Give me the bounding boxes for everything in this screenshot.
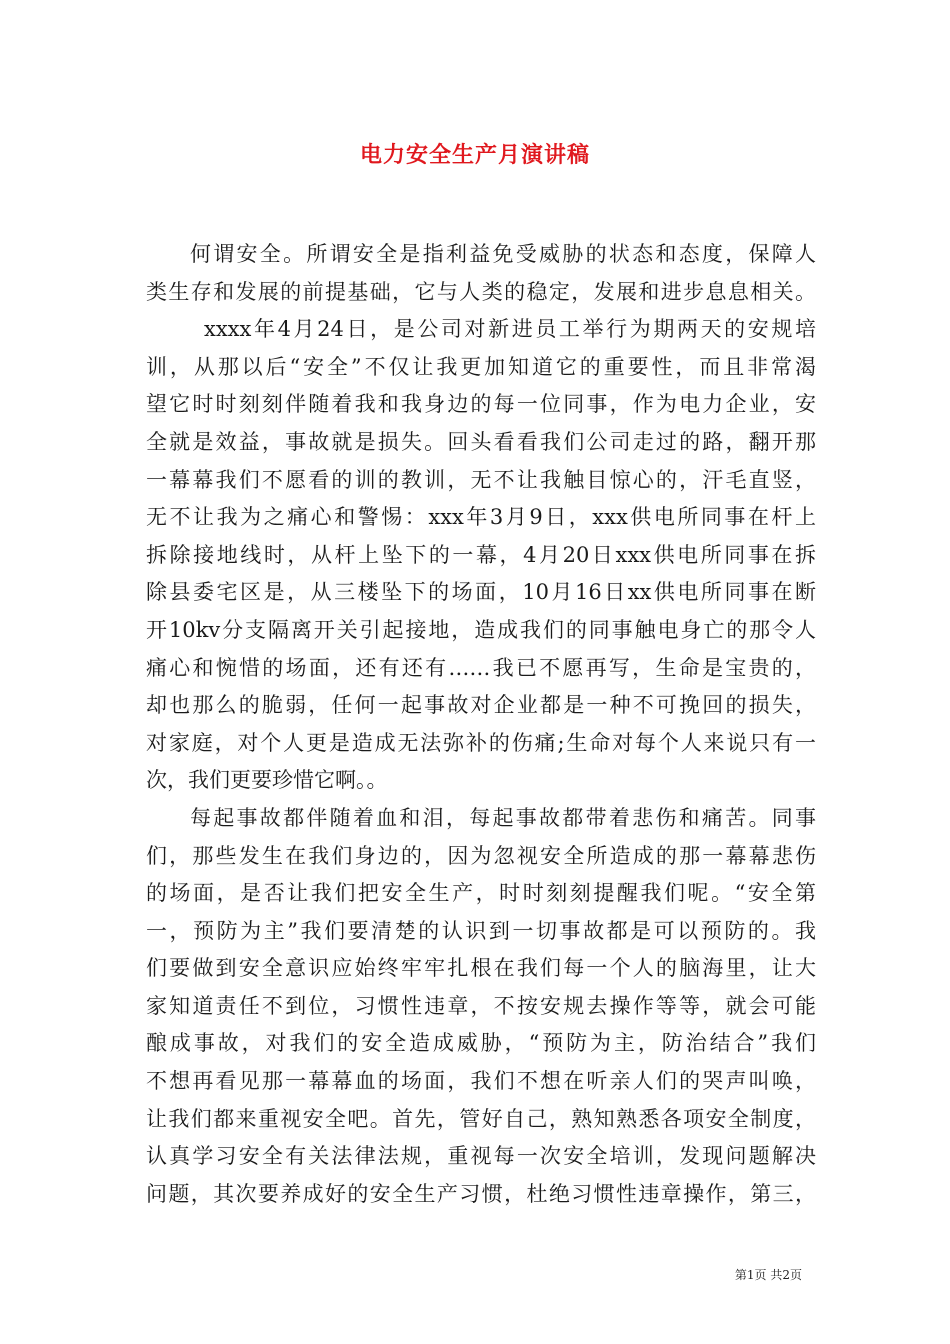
text-line: 对家庭，对个人更是造成无法弥补的伤痛;生命对每个人来说只有一 [146, 730, 816, 755]
text-line: 何谓安全。所谓安全是指利益免受威胁的状态和态度，保障人 [190, 242, 816, 266]
text-line: 次，我们更要珍惜它啊。。 [146, 768, 388, 793]
page-number: 第1页 共2页 [734, 1268, 802, 1282]
text-line: 开10kv分支隔离开关引起接地，造成我们的同事触电身亡的那令人 [146, 617, 816, 642]
text-line: 无不让我为之痛心和警惕：xxx年3月9日，xxx供电所同事在杆上 [146, 505, 816, 530]
text-line: 类生存和发展的前提基础，它与人类的稳定，发展和进步息息相关。 [146, 279, 816, 304]
text-line: 问题，其次要养成好的安全生产习惯，杜绝习惯性违章操作，第三， [146, 1181, 816, 1206]
document-body [146, 236, 816, 1213]
text-line: 一幕幕我们不愿看的训的教训，无不让我触目惊心的，汗毛直竖， [146, 467, 816, 492]
text-line: 除县委宅区是，从三楼坠下的场面，10月16日xx供电所同事在断 [146, 580, 816, 605]
text-line: 们，那些发生在我们身边的，因为忽视安全所造成的那一幕幕悲伤 [146, 843, 816, 868]
text-line: 却也那么的脆弱，任何一起事故对企业都是一种不可挽回的损失， [146, 693, 816, 718]
text-line: 拆除接地线时，从杆上坠下的一幕，4月20日xxx供电所同事在拆 [146, 542, 816, 567]
text-line: 家知道责任不到位，习惯性违章，不按安规去操作等等，就会可能 [146, 993, 816, 1018]
text-line: 全就是效益，事故就是损失。回头看看我们公司走过的路，翻开那 [146, 429, 816, 454]
text-line: 望它时时刻刻伴随着我和我身边的每一位同事，作为电力企业，安 [146, 392, 816, 417]
text-line: 们要做到安全意识应始终牢牢扎根在我们每一个人的脑海里，让大 [146, 956, 816, 981]
text-line: 一，预防为主”我们要清楚的认识到一切事故都是可以预防的。我 [146, 918, 816, 943]
text-line: xxxx年4月24日，是公司对新进员工举行为期两天的安规培 [204, 317, 816, 342]
document-title: 电力安全生产月演讲稿 [359, 143, 590, 168]
text-line: 认真学习安全有关法律法规，重视每一次安全培训，发现问题解决 [146, 1144, 816, 1169]
text-line: 痛心和惋惜的场面，还有还有……我已不愿再写，生命是宝贵的， [146, 655, 816, 680]
text-line: 不想再看见那一幕幕血的场面，我们不想在听亲人们的哭声叫唤， [146, 1069, 816, 1094]
text-line: 酿成事故，对我们的安全造成威胁，“预防为主，防治结合”我们 [146, 1031, 816, 1056]
text-line: 每起事故都伴随着血和泪，每起事故都带着悲伤和痛苦。同事 [190, 805, 816, 830]
text-line: 训，从那以后“安全”不仅让我更加知道它的重要性，而且非常渴 [146, 354, 816, 379]
text-line: 的场面，是否让我们把安全生产，时时刻刻提醒我们呢。“安全第 [146, 881, 816, 906]
text-line: 让我们都来重视安全吧。首先，管好自己，熟知熟悉各项安全制度， [146, 1106, 816, 1131]
